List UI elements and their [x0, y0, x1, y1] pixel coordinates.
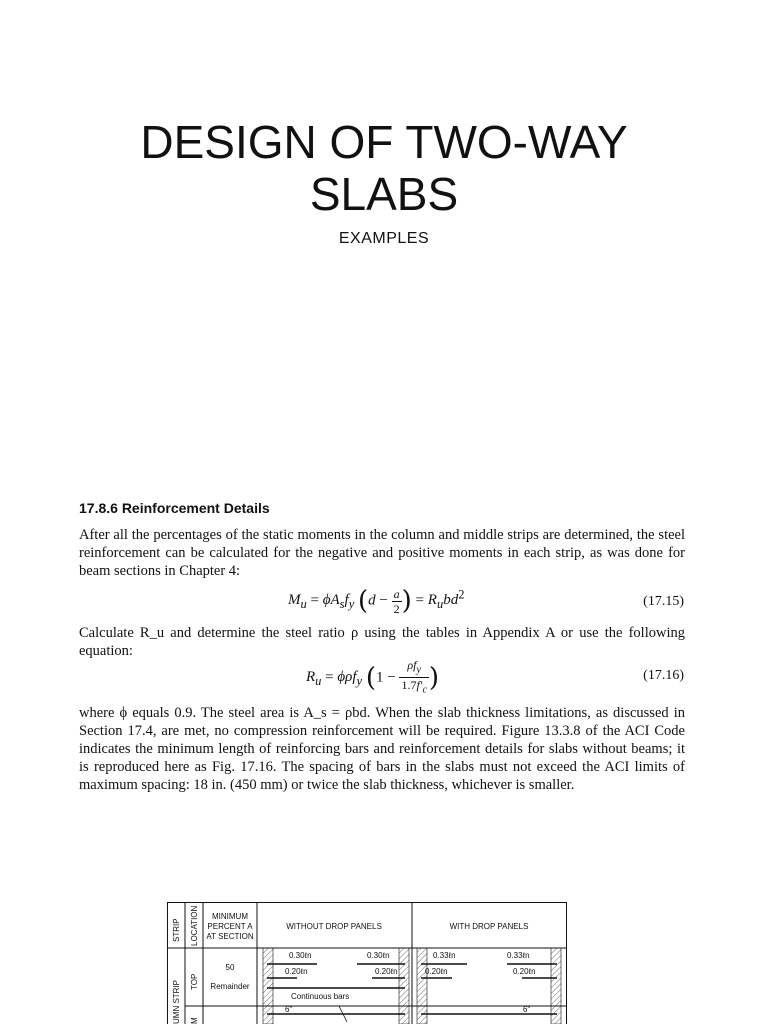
- dim-020-a: 0.20ℓn: [285, 967, 308, 976]
- dim-020-d: 0.20ℓn: [513, 967, 536, 976]
- col-with-drop: WITH DROP PANELS: [449, 922, 529, 931]
- dim-030-left: 0.30ℓn: [289, 951, 312, 960]
- dim-020-b: 0.20ℓn: [375, 967, 398, 976]
- value-remainder: Remainder: [210, 982, 250, 991]
- cover-title-line2: SLABS: [309, 168, 459, 220]
- equation-17-15: $M_u = \phi A_sf_y$ (d − $\frac{a}{2}$ ) = $R_ubd^2$: [288, 586, 465, 616]
- col-min-percent-3: AT SECTION: [206, 932, 254, 941]
- cover-title-line1: DESIGN OF TWO-WAY: [140, 116, 628, 168]
- dim-6-right: 6": [523, 1005, 531, 1014]
- equation-number-2: (17.16): [643, 668, 684, 683]
- row-m-label: M: [190, 1017, 199, 1024]
- cover-title: [0, 116, 768, 220]
- dim-033-left: 0.33ℓn: [433, 951, 456, 960]
- col-strip-label: STRIP: [172, 918, 181, 942]
- dim-030-right: 0.30ℓn: [367, 951, 390, 960]
- col-location-label: LOCATION: [190, 905, 199, 946]
- row-strip-label: UMN STRIP: [172, 980, 181, 1024]
- support-right-1: [399, 948, 409, 1024]
- support-left-2: [417, 948, 427, 1024]
- section-heading: 17.8.6 Reinforcement Details: [79, 500, 270, 516]
- equation-number-1: (17.15): [643, 594, 684, 609]
- row-top-label: TOP: [190, 973, 199, 990]
- value-50: 50: [225, 963, 235, 972]
- equation-17-16: $R_u = \phi\rho f_y$ (1 − $\frac{\rho f_y}{1.7f'_c}$ ): [306, 658, 440, 696]
- figure-svg: [167, 902, 567, 1024]
- paragraph-3: where ϕ equals 0.9. The steel area is A_s = ρbd. When the slab thickness limitations, as discussed in Section 17.4, are met, no compression reinforcement will be required. Figure 13.3.8 of the ACI Code indicates the minimum length of reinforcing bars and reinforcement details for slabs without beams; it is reproduced here as Fig. 17.16. The spacing of bars in the slabs must not exceed the ACI limits of maximum spacing: 18 in. (450 mm) or twice the slab thickness, whichever is smaller.: [79, 705, 685, 793]
- cover-subtitle: EXAMPLES: [338, 230, 430, 247]
- paragraph-2: Calculate R_u and determine the steel ratio ρ using the tables in Appendix A or use the following equation:: [79, 625, 685, 659]
- continuous-bars-label: Continuous bars: [291, 992, 350, 1001]
- dim-6-left: 6": [285, 1005, 293, 1014]
- col-without-drop: WITHOUT DROP PANELS: [286, 922, 382, 931]
- paragraph-1: After all the percentages of the static moments in the column and middle strips are determined, the steel reinforcement can be calculated for the negative and positive moments in each strip, as was done for beam sections in Chapter 4:: [79, 527, 685, 579]
- dim-033-right: 0.33ℓn: [507, 951, 530, 960]
- support-left-1: [263, 948, 273, 1024]
- reinforcement-figure: [167, 902, 567, 1024]
- col-min-percent-2: PERCENT A: [207, 922, 253, 931]
- support-right-2: [551, 948, 561, 1024]
- col-min-percent-1: MINIMUM: [212, 912, 248, 921]
- dim-020-c: 0.20ℓn: [425, 967, 448, 976]
